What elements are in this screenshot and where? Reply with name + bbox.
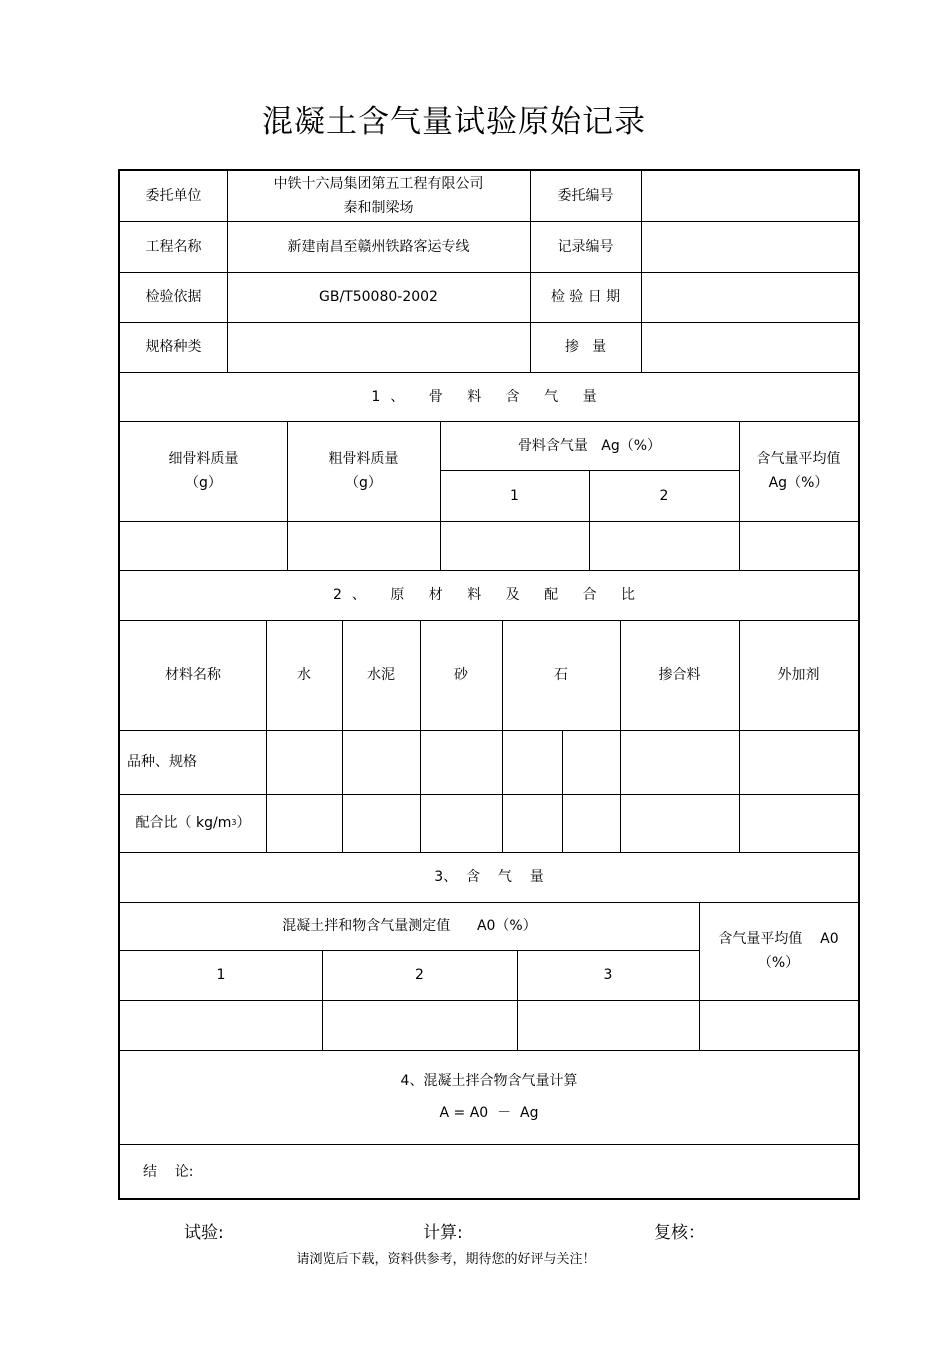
section4-calculation <box>120 1050 858 1144</box>
footer-note: 请浏览后下载，资料供参考，期待您的好评与关注！ <box>296 1252 596 1267</box>
date-field[interactable] <box>641 272 858 322</box>
a0-average-unit: （%） <box>757 955 800 971</box>
a0-average-label: 含气量平均值 A0 <box>718 931 839 947</box>
date-label: 检 验 日 期 <box>550 289 621 305</box>
page-title: 混凝土含气量试验原始记录 <box>262 104 646 140</box>
aggregate-air-content-header: 骨料含气量 Ag（%） <box>517 437 662 454</box>
client-line1: 中铁十六局集团第五工程有限公司 <box>273 176 484 192</box>
sand-header: 砂 <box>454 667 468 683</box>
client-value <box>227 171 530 221</box>
dosage-label: 掺 量 <box>564 339 607 355</box>
mix-ratio-text: 配合比（ kg/m <box>135 815 232 831</box>
coarse-aggregate-mass-header <box>287 421 440 521</box>
signature-test: 试验: <box>184 1223 224 1243</box>
record-form <box>118 169 860 1200</box>
a0-2-cell[interactable] <box>322 1000 517 1050</box>
admixture-header: 掺合料 <box>658 667 701 683</box>
coarse-mass-unit: （g） <box>345 475 382 491</box>
dosage-field[interactable] <box>641 322 858 372</box>
commission-no-label: 委托编号 <box>557 188 614 204</box>
ag-average-cell[interactable] <box>739 521 858 570</box>
ag-average-unit: Ag（%） <box>768 475 829 491</box>
a0-col-3: 3 <box>603 967 613 983</box>
client-label: 委托单位 <box>145 188 202 204</box>
fine-aggregate-mass-header <box>120 421 287 521</box>
ag-1-cell[interactable] <box>440 521 589 570</box>
material-name-header: 材料名称 <box>165 667 221 683</box>
cement-header: 水泥 <box>367 667 395 683</box>
formula: A = A0 － Ag <box>439 1105 539 1121</box>
variety-spec-label: 品种、规格 <box>127 754 197 770</box>
coarse-mass-cell[interactable] <box>287 521 440 570</box>
project-value: 新建南昌至赣州铁路客运专线 <box>287 238 470 255</box>
record-no-field[interactable] <box>641 221 858 272</box>
ag-col-2: 2 <box>659 487 669 504</box>
signature-calc: 计算: <box>423 1223 463 1243</box>
ag-col-1: 1 <box>510 487 519 504</box>
fine-mass-cell[interactable] <box>120 521 287 570</box>
col-divider <box>562 730 563 852</box>
basis-label: 检验依据 <box>145 289 202 305</box>
fine-mass-label: 细骨料质量 <box>168 451 239 467</box>
conclusion-label: 结 论: <box>143 1164 194 1180</box>
section3-heading: 3、 含 气 量 <box>434 869 544 885</box>
a0-average-cell[interactable] <box>699 1000 858 1050</box>
ag-average-header <box>739 421 858 521</box>
record-no-label: 记录编号 <box>557 238 614 255</box>
section2-heading: 2、 原 材 料 及 配 合 比 <box>332 587 646 603</box>
mix-ratio-superscript: 3 <box>231 818 237 827</box>
signature-review: 复核： <box>654 1223 705 1243</box>
spec-field[interactable] <box>227 322 530 372</box>
commission-no-field[interactable] <box>641 171 858 221</box>
a0-average-header <box>699 902 858 1000</box>
a0-col-2: 2 <box>415 967 424 983</box>
water-header: 水 <box>297 667 311 683</box>
coarse-mass-label: 粗骨料质量 <box>328 451 399 467</box>
spec-label: 规格种类 <box>145 339 202 355</box>
project-label: 工程名称 <box>145 238 202 255</box>
a0-col-1: 1 <box>216 967 226 983</box>
mix-ratio-close: ） <box>236 815 251 831</box>
ag-average-label: 含气量平均值 <box>756 451 841 467</box>
client-line2: 秦和制梁场 <box>343 200 414 216</box>
basis-value: GB/T50080-2002 <box>319 289 438 305</box>
additive-header: 外加剂 <box>777 667 820 683</box>
stone-header: 石 <box>554 667 568 683</box>
a0-3-cell[interactable] <box>517 1000 699 1050</box>
section4-heading: 4、混凝土拌合物含气量计算 <box>400 1073 578 1089</box>
mix-ratio-label <box>120 794 266 852</box>
a0-measured-header: 混凝土拌和物含气量测定值 A0（%） <box>282 918 537 934</box>
section1-heading: 1、 骨 料 含 气 量 <box>371 388 607 405</box>
fine-mass-unit: （g） <box>185 475 222 491</box>
ag-2-cell[interactable] <box>589 521 739 570</box>
a0-1-cell[interactable] <box>120 1000 322 1050</box>
